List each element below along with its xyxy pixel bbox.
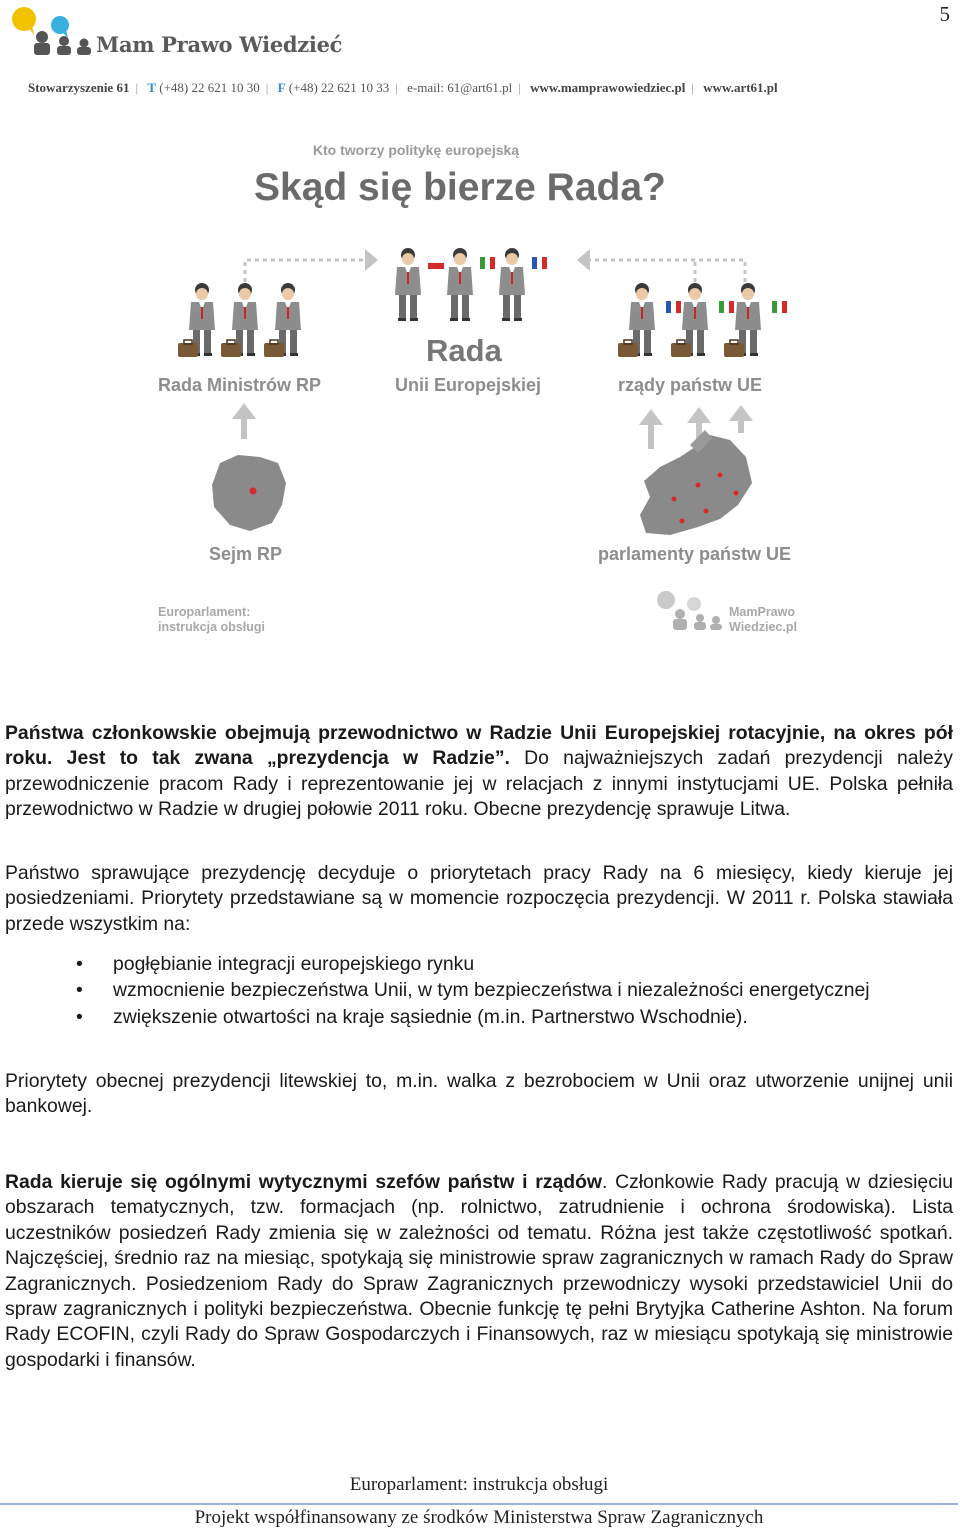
priorities-list: [0, 952, 952, 1031]
contact-line: Stowarzyszenie 61 | T (+48) 22 621 10 30 | F (+48) 22 621 10 33 | e-mail: 61@art61.pl | www.mamprawowiedziec.pl | www.art61.pl: [28, 80, 778, 95]
footer-divider: [0, 1503, 958, 1505]
footer-title: Europarlament: instrukcja obsługi: [349, 1474, 609, 1495]
list-item: • zwiększenie otwartości na kraje sąsiednie (m.in. Partnerstwo Wschodnie).: [76, 1005, 748, 1028]
fax-number: (+48) 22 621 10 33: [288, 80, 390, 95]
label-sejm: Sejm RP: [209, 544, 283, 564]
phone-label: T: [147, 80, 156, 95]
footer-funding-note: Projekt współfinansowany ze środków Ministerstwa Spraw Zagranicznych: [194, 1507, 764, 1528]
paragraph-lithuanian: [5, 1069, 953, 1120]
label-eu-parliaments: parlamenty państw UE: [598, 544, 792, 564]
infographic-title: Skąd się bierze Rada?: [254, 166, 666, 209]
infographic-logo-icon: [656, 588, 728, 632]
email-link[interactable]: e-mail: 61@art61.pl: [407, 80, 513, 95]
label-eu-governments: rządy państw UE: [618, 375, 763, 395]
paragraph-priorities: [5, 861, 953, 937]
site-link-2[interactable]: www.art61.pl: [703, 80, 778, 95]
infographic-footer-left-line2: instrukcja obsługi: [158, 620, 265, 634]
label-council-of-ministers: Rada Ministrów RP: [158, 375, 322, 395]
list-item: • pogłębianie integracji europejskiego rynku: [76, 953, 475, 975]
paragraph-council-bold: Rada kieruje się ogólnymi wytycznymi szefów państw i rządów: [5, 1171, 603, 1193]
paragraph-priorities-text: Państwo sprawujące prezydencję decyduje o priorytetach pracy Rady na 6 miesięcy, kiedy kieruje jej posiedzeniami. Priorytety przedstawiane są w momencie rozpoczęcia prezydencji. W 2011 r. Polska stawiała przede wszystkim na:: [5, 862, 953, 935]
paragraph-presidency-bold: Państwa członkowskie obejmują przewodnictwo w Radzie Unii Europejskiej rotacyjnie, na okres pół roku. Jest to tak zwana „prezydencja w Radzie”.: [5, 722, 953, 770]
infographic-footer-right-line1: MamPrawo: [729, 605, 795, 619]
list-item: • wzmocnienie bezpieczeństwa Unii, w tym bezpieczeństwa i niezależności energetycznej: [76, 979, 870, 1002]
fax-label: F: [277, 80, 286, 95]
paragraph-council-guidelines: [5, 1170, 953, 1373]
infographic-footer-right: [729, 605, 797, 635]
infographic-subtitle: Kto tworzy politykę europejską: [312, 142, 520, 158]
infographic-footer-right-line2: Wiedziec.pl: [729, 620, 797, 634]
label-rada: Rada: [426, 333, 502, 368]
page-number: 5: [939, 2, 950, 26]
paragraph-council-rest: . Członkowie Rady pracują w dziesięciu obszarach tematycznych, tzw. formacjach (np. rolnictwo, zatrudnienie i ochrona środowiska). Lista uczestników posiedzeń Rady zmienia się w zależności od tematu. Różna jest także częstotliwość spotkań. Najczęściej, średnio raz na miesiąc, spotykają się ministrowie spraw zagranicznych w ramach Rady do Spraw Zagranicznych. Posiedzeniom Rady do Spraw Zagranicznych przewodniczy wysoki przedstawiciel Unii do spraw zagranicznych i polityki bezpieczeństwa. Obecnie funkcję tę pełni Brytyjka Catherine Ashton. Na forum Rady ECOFIN, czyli Rady do Spraw Gospodarczych i Finansowych, raz w miesiącu spotykają się ministrowie gospodarki i finansów.: [5, 1171, 953, 1371]
site-link-1[interactable]: www.mamprawowiedziec.pl: [530, 80, 686, 95]
label-eu-council: Unii Europejskiej: [395, 375, 542, 395]
paragraph-presidency-rest: Do najważniejszych zadań prezydencji należy przewodniczenie pracom Rady i reprezentowanie jej w relacjach z innymi instytucjami UE. Polska pełniła przewodnictwo w Radzie w drugiej połowie 2011 roku. Obecne prezydencję sprawuje Litwa.: [5, 747, 953, 821]
paragraph-lithuanian-text: Priorytety obecnej prezydencji litewskiej to, m.in. walka z bezrobociem w Unii oraz utworzenie unijnej unii bankowej.: [5, 1070, 953, 1118]
org-name: Stowarzyszenie 61: [28, 80, 130, 95]
infographic-footer-left: [158, 605, 265, 635]
paragraph-presidency: [5, 721, 953, 823]
phone-number: (+48) 22 621 10 30: [159, 80, 260, 95]
infographic-footer-left-line1: Europarlament:: [158, 605, 251, 619]
logo-text: Mam Prawo Wiedzieć: [96, 32, 343, 57]
logo-people-icon: [10, 5, 96, 57]
